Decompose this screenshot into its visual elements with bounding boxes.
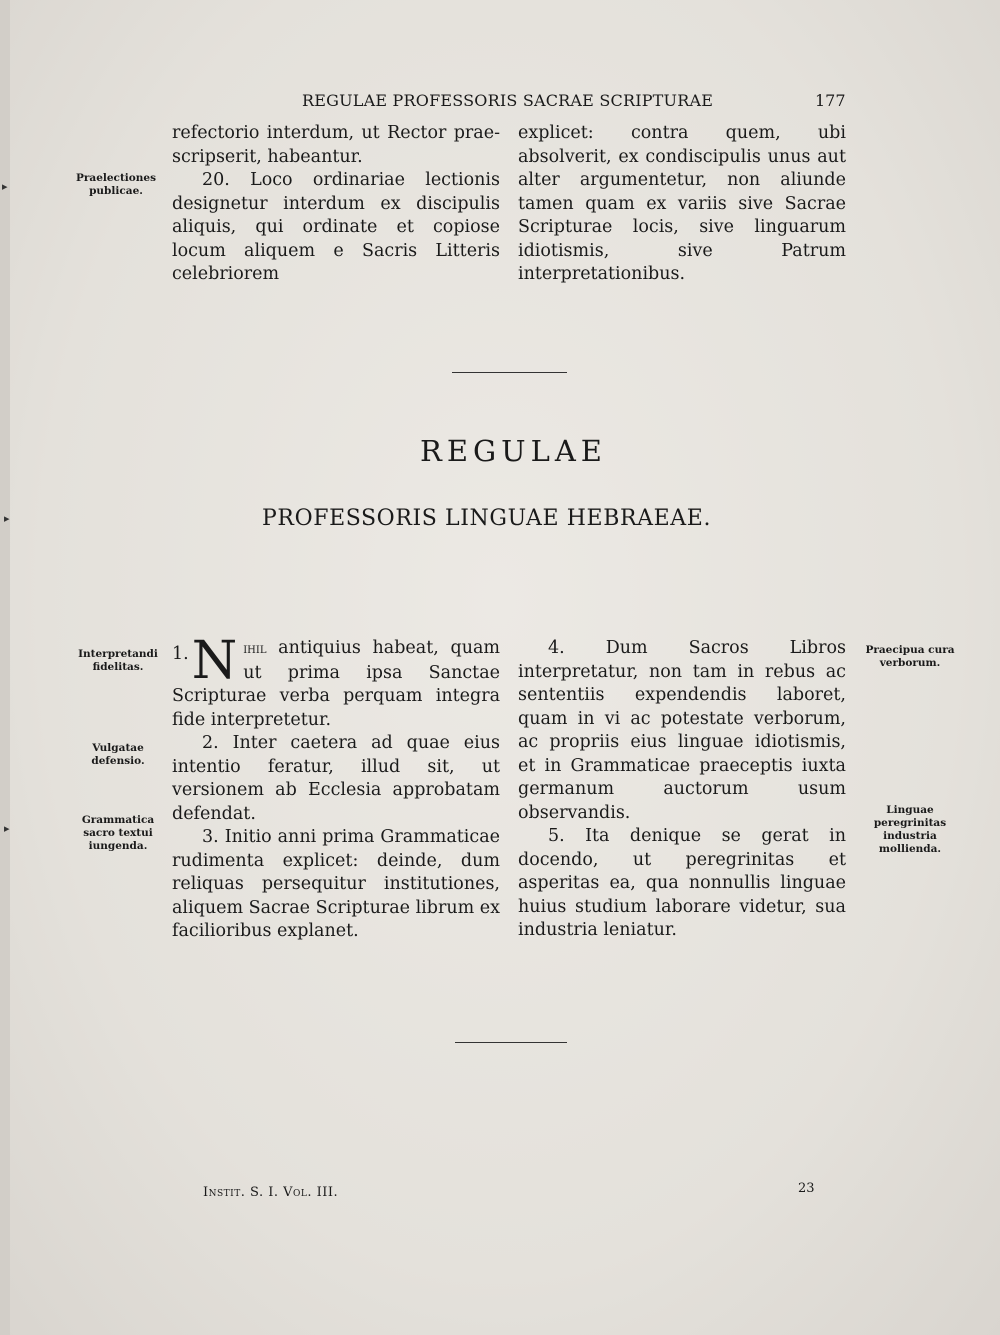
rule-2: 2. Inter caetera ad quae eius intentio feratur, illud sit, ut versionem ab Ecclesia approbatam defendat. <box>172 733 500 824</box>
rule-1 <box>172 631 500 732</box>
binding-mark: ▸ <box>2 180 8 193</box>
paragraph-20: 20. Loco ordinariae lectionis designetur interdum ex discipulis aliquis, qui ordinate et copiose locum aliquem e Sacris Litteris celebriorem <box>172 170 500 284</box>
top-left-column <box>172 122 500 287</box>
drop-cap: N <box>191 631 238 691</box>
page-number: 177 <box>815 91 846 110</box>
top-right-column <box>518 122 846 287</box>
margin-note-interpretandi: Interpretandi fidelitas. <box>78 648 158 673</box>
binding-mark: ▸ <box>4 822 10 835</box>
page-edge <box>0 0 10 1335</box>
signature-number: 23 <box>798 1181 815 1196</box>
margin-note-praelectiones: Praelectiones publicae. <box>75 172 157 197</box>
rule-4: 4. Dum Sacros Libros interpretatur, non tam in rebus ac sententiis expendendis laboret, quam in vi ac potestate verborum, ac propriis eius linguae idiotismis, et in Grammaticae praeceptis iuxta germanum auctorum usum observandis. <box>518 638 846 823</box>
margin-note-praecipua: Praecipua cura verborum. <box>865 644 955 669</box>
margin-note-grammatica: Grammatica sacro textui iungenda. <box>81 814 155 852</box>
binding-mark: ▸ <box>4 512 10 525</box>
rule-3: 3. Initio anni prima Grammaticae rudimenta explicet: deinde, dum reliquas persequitur institutiones, aliquem Sacrae Scripturae librum ex facilioribus explanet. <box>172 827 500 941</box>
margin-note-vulgatae: Vulgatae defensio. <box>91 742 145 767</box>
section-subtitle: PROFESSORIS LINGUAE HEBRAEAE. <box>262 506 712 531</box>
section-divider-top <box>452 372 567 373</box>
rule-1-smallcaps: ihil <box>243 641 267 657</box>
rule-1-number: 1. <box>172 644 189 664</box>
paragraph-refectorio: refectorio interdum, ut Rector prae-scripserit, habeantur. <box>172 123 500 167</box>
paragraph-explicet: explicet: contra quem, ubi absolverit, ex condiscipulis unus aut alter argumentetur, non aliunde tamen quam ex variis sive Sacrae Scripturae locis, sive linguarum idiotismis, sive Patrum interpretationibus. <box>518 123 846 284</box>
section-title: REGULAE <box>420 434 607 468</box>
running-head: REGULAE PROFESSORIS SACRAE SCRIPTURAE <box>302 91 714 110</box>
signature-line: Instit. S. I. Vol. III. <box>203 1185 339 1200</box>
rules-left-column <box>172 631 500 944</box>
rule-1-text: antiquius habeat, quam ut prima ipsa Sanctae Scripturae verba perquam integra fide interpretetur. <box>172 638 500 730</box>
rules-right-column <box>518 637 846 943</box>
margin-note-linguae: Linguae peregrinitas industria mollienda. <box>873 804 947 855</box>
rule-5: 5. Ita denique se gerat in docendo, ut peregrinitas et asperitas ea, qua nonnullis linguae huius studium laborare videtur, sua industria leniatur. <box>518 826 846 940</box>
section-divider-bottom <box>455 1042 567 1043</box>
